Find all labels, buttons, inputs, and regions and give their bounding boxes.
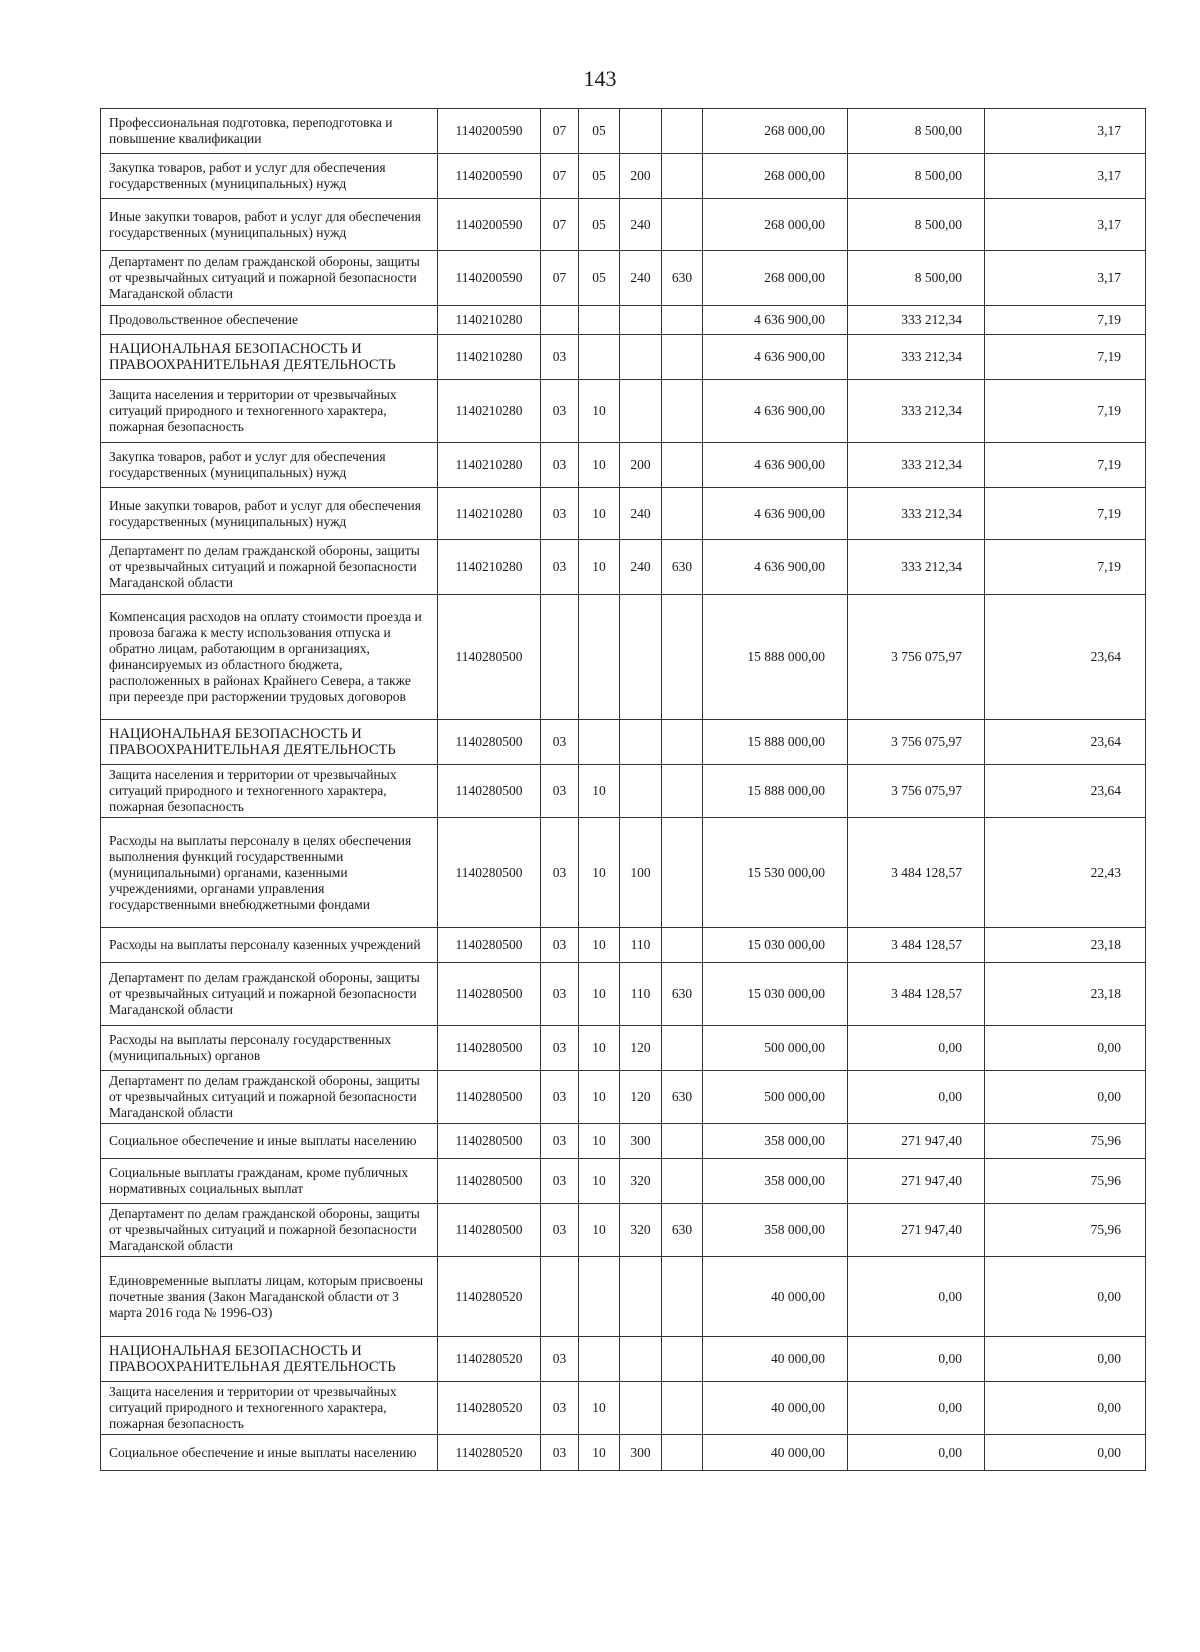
row-percent: 23,64	[985, 720, 1146, 765]
table-row	[101, 335, 1146, 380]
row-name: Защита населения и территории от чрезвычайных ситуаций природного и техногенного характера, пожарная безопасность	[101, 1382, 438, 1435]
row-percent: 22,43	[985, 818, 1146, 928]
row-name: НАЦИОНАЛЬНАЯ БЕЗОПАСНОСТЬ И ПРАВООХРАНИТЕЛЬНАЯ ДЕЯТЕЛЬНОСТЬ	[101, 335, 438, 380]
row-administrator	[662, 443, 703, 488]
row-name: Социальное обеспечение и иные выплаты населению	[101, 1124, 438, 1159]
row-actual-amount: 8 500,00	[848, 199, 985, 251]
row-plan-amount: 500 000,00	[703, 1026, 848, 1071]
row-actual-amount: 3 484 128,57	[848, 963, 985, 1026]
row-administrator	[662, 765, 703, 818]
row-name: Департамент по делам гражданской обороны, защиты от чрезвычайных ситуаций и пожарной безопасности Магаданской области	[101, 1071, 438, 1124]
row-section: 03	[541, 1204, 579, 1257]
table-row	[101, 251, 1146, 306]
row-section: 03	[541, 818, 579, 928]
row-name: Закупка товаров, работ и услуг для обеспечения государственных (муниципальных) нужд	[101, 443, 438, 488]
row-administrator	[662, 928, 703, 963]
row-plan-amount: 358 000,00	[703, 1159, 848, 1204]
row-subsection	[579, 1337, 620, 1382]
row-plan-amount: 15 030 000,00	[703, 928, 848, 963]
row-section	[541, 1257, 579, 1337]
row-code: 1140280500	[438, 818, 541, 928]
table-row	[101, 595, 1146, 720]
row-expense-type: 240	[620, 199, 662, 251]
row-code: 1140200590	[438, 109, 541, 154]
row-expense-type	[620, 109, 662, 154]
table-row	[101, 1257, 1146, 1337]
row-expense-type	[620, 1382, 662, 1435]
row-plan-amount: 15 888 000,00	[703, 595, 848, 720]
row-subsection: 10	[579, 963, 620, 1026]
row-plan-amount: 4 636 900,00	[703, 443, 848, 488]
row-percent: 7,19	[985, 540, 1146, 595]
row-plan-amount: 40 000,00	[703, 1382, 848, 1435]
table-body	[101, 109, 1146, 1471]
row-code: 1140200590	[438, 154, 541, 199]
row-expense-type: 240	[620, 488, 662, 540]
row-name: Защита населения и территории от чрезвычайных ситуаций природного и техногенного характера, пожарная безопасность	[101, 380, 438, 443]
row-plan-amount: 40 000,00	[703, 1257, 848, 1337]
table-row	[101, 1337, 1146, 1382]
row-administrator	[662, 1124, 703, 1159]
row-percent: 0,00	[985, 1337, 1146, 1382]
row-code: 1140280500	[438, 1124, 541, 1159]
row-code: 1140280520	[438, 1337, 541, 1382]
row-subsection: 10	[579, 1204, 620, 1257]
row-percent: 23,64	[985, 595, 1146, 720]
row-section: 03	[541, 1337, 579, 1382]
row-section: 03	[541, 1435, 579, 1471]
row-administrator	[662, 1382, 703, 1435]
row-plan-amount: 358 000,00	[703, 1124, 848, 1159]
row-actual-amount: 0,00	[848, 1257, 985, 1337]
row-name: Продовольственное обеспечение	[101, 306, 438, 335]
row-percent: 3,17	[985, 251, 1146, 306]
row-actual-amount: 3 756 075,97	[848, 720, 985, 765]
row-expense-type	[620, 1337, 662, 1382]
row-subsection: 10	[579, 765, 620, 818]
table-row	[101, 928, 1146, 963]
row-section: 03	[541, 1382, 579, 1435]
row-subsection: 10	[579, 1071, 620, 1124]
row-administrator	[662, 1159, 703, 1204]
row-name: НАЦИОНАЛЬНАЯ БЕЗОПАСНОСТЬ И ПРАВООХРАНИТЕЛЬНАЯ ДЕЯТЕЛЬНОСТЬ	[101, 1337, 438, 1382]
row-plan-amount: 500 000,00	[703, 1071, 848, 1124]
row-expense-type: 240	[620, 251, 662, 306]
row-section: 03	[541, 335, 579, 380]
row-plan-amount: 268 000,00	[703, 251, 848, 306]
row-code: 1140210280	[438, 540, 541, 595]
table-row	[101, 109, 1146, 154]
row-administrator	[662, 720, 703, 765]
row-actual-amount: 3 756 075,97	[848, 765, 985, 818]
row-actual-amount: 8 500,00	[848, 154, 985, 199]
row-expense-type: 100	[620, 818, 662, 928]
row-section	[541, 595, 579, 720]
row-code: 1140280500	[438, 765, 541, 818]
row-actual-amount: 3 484 128,57	[848, 818, 985, 928]
row-name: Департамент по делам гражданской обороны, защиты от чрезвычайных ситуаций и пожарной безопасности Магаданской области	[101, 540, 438, 595]
row-expense-type: 200	[620, 154, 662, 199]
row-code: 1140280520	[438, 1435, 541, 1471]
row-plan-amount: 268 000,00	[703, 154, 848, 199]
row-actual-amount: 3 756 075,97	[848, 595, 985, 720]
row-plan-amount: 268 000,00	[703, 109, 848, 154]
row-expense-type: 120	[620, 1026, 662, 1071]
row-percent: 7,19	[985, 443, 1146, 488]
row-section: 03	[541, 443, 579, 488]
row-administrator	[662, 109, 703, 154]
row-subsection: 10	[579, 818, 620, 928]
row-code: 1140280500	[438, 1204, 541, 1257]
row-section: 07	[541, 199, 579, 251]
row-subsection: 10	[579, 1382, 620, 1435]
table-row	[101, 1026, 1146, 1071]
table-row	[101, 443, 1146, 488]
row-expense-type: 200	[620, 443, 662, 488]
row-administrator	[662, 595, 703, 720]
row-percent: 23,18	[985, 928, 1146, 963]
row-percent: 3,17	[985, 154, 1146, 199]
row-section: 03	[541, 380, 579, 443]
row-code: 1140280500	[438, 963, 541, 1026]
row-subsection: 10	[579, 1159, 620, 1204]
row-administrator	[662, 1026, 703, 1071]
row-section: 03	[541, 488, 579, 540]
table-row	[101, 488, 1146, 540]
row-actual-amount: 0,00	[848, 1337, 985, 1382]
row-plan-amount: 4 636 900,00	[703, 306, 848, 335]
row-actual-amount: 271 947,40	[848, 1159, 985, 1204]
row-subsection: 05	[579, 199, 620, 251]
row-subsection: 10	[579, 380, 620, 443]
row-plan-amount: 15 888 000,00	[703, 765, 848, 818]
row-expense-type: 120	[620, 1071, 662, 1124]
row-subsection	[579, 1257, 620, 1337]
row-percent: 0,00	[985, 1382, 1146, 1435]
row-name: НАЦИОНАЛЬНАЯ БЕЗОПАСНОСТЬ И ПРАВООХРАНИТЕЛЬНАЯ ДЕЯТЕЛЬНОСТЬ	[101, 720, 438, 765]
row-plan-amount: 15 530 000,00	[703, 818, 848, 928]
row-code: 1140200590	[438, 199, 541, 251]
table-row	[101, 154, 1146, 199]
row-subsection: 10	[579, 1124, 620, 1159]
table-row	[101, 306, 1146, 335]
row-percent: 0,00	[985, 1257, 1146, 1337]
row-administrator	[662, 199, 703, 251]
row-section: 03	[541, 963, 579, 1026]
row-plan-amount: 268 000,00	[703, 199, 848, 251]
row-actual-amount: 333 212,34	[848, 540, 985, 595]
row-percent: 0,00	[985, 1026, 1146, 1071]
row-actual-amount: 8 500,00	[848, 251, 985, 306]
row-code: 1140280520	[438, 1382, 541, 1435]
row-section: 03	[541, 720, 579, 765]
table-row	[101, 1382, 1146, 1435]
row-name: Департамент по делам гражданской обороны, защиты от чрезвычайных ситуаций и пожарной безопасности Магаданской области	[101, 963, 438, 1026]
row-name: Защита населения и территории от чрезвычайных ситуаций природного и техногенного характера, пожарная безопасность	[101, 765, 438, 818]
row-code: 1140280500	[438, 1159, 541, 1204]
row-plan-amount: 4 636 900,00	[703, 488, 848, 540]
row-subsection: 10	[579, 488, 620, 540]
row-percent: 0,00	[985, 1435, 1146, 1471]
row-subsection: 05	[579, 154, 620, 199]
row-actual-amount: 333 212,34	[848, 488, 985, 540]
row-code: 1140280500	[438, 595, 541, 720]
row-expense-type: 320	[620, 1159, 662, 1204]
row-plan-amount: 4 636 900,00	[703, 335, 848, 380]
row-section: 03	[541, 928, 579, 963]
table-row	[101, 1124, 1146, 1159]
row-expense-type	[620, 335, 662, 380]
row-plan-amount: 358 000,00	[703, 1204, 848, 1257]
row-percent: 75,96	[985, 1204, 1146, 1257]
table-row	[101, 1159, 1146, 1204]
row-code: 1140280500	[438, 1071, 541, 1124]
row-expense-type: 320	[620, 1204, 662, 1257]
row-name: Единовременные выплаты лицам, которым присвоены почетные звания (Закон Магаданской области от 3 марта 2016 года № 1996-ОЗ)	[101, 1257, 438, 1337]
row-name: Департамент по делам гражданской обороны, защиты от чрезвычайных ситуаций и пожарной безопасности Магаданской области	[101, 251, 438, 306]
table-row	[101, 963, 1146, 1026]
row-code: 1140210280	[438, 306, 541, 335]
row-expense-type: 240	[620, 540, 662, 595]
row-name: Иные закупки товаров, работ и услуг для обеспечения государственных (муниципальных) нужд	[101, 488, 438, 540]
row-administrator: 630	[662, 1204, 703, 1257]
row-subsection: 10	[579, 1026, 620, 1071]
row-code: 1140210280	[438, 380, 541, 443]
row-code: 1140280500	[438, 720, 541, 765]
row-actual-amount: 0,00	[848, 1026, 985, 1071]
row-percent: 75,96	[985, 1124, 1146, 1159]
row-percent: 7,19	[985, 306, 1146, 335]
row-administrator: 630	[662, 1071, 703, 1124]
table-row	[101, 540, 1146, 595]
table-row	[101, 1435, 1146, 1471]
row-percent: 0,00	[985, 1071, 1146, 1124]
row-actual-amount: 333 212,34	[848, 380, 985, 443]
row-administrator	[662, 154, 703, 199]
row-section: 07	[541, 109, 579, 154]
row-administrator: 630	[662, 963, 703, 1026]
row-expense-type: 110	[620, 928, 662, 963]
page-number: 143	[583, 66, 617, 91]
row-actual-amount: 333 212,34	[848, 443, 985, 488]
row-expense-type: 300	[620, 1435, 662, 1471]
row-percent: 3,17	[985, 109, 1146, 154]
row-plan-amount: 15 030 000,00	[703, 963, 848, 1026]
table-row	[101, 1204, 1146, 1257]
row-administrator	[662, 1337, 703, 1382]
row-name: Департамент по делам гражданской обороны, защиты от чрезвычайных ситуаций и пожарной безопасности Магаданской области	[101, 1204, 438, 1257]
row-subsection	[579, 335, 620, 380]
row-plan-amount: 15 888 000,00	[703, 720, 848, 765]
row-expense-type	[620, 595, 662, 720]
row-plan-amount: 4 636 900,00	[703, 380, 848, 443]
row-name: Социальное обеспечение и иные выплаты населению	[101, 1435, 438, 1471]
row-actual-amount: 0,00	[848, 1382, 985, 1435]
row-percent: 75,96	[985, 1159, 1146, 1204]
row-code: 1140210280	[438, 488, 541, 540]
table-row	[101, 765, 1146, 818]
table-row	[101, 199, 1146, 251]
row-administrator	[662, 380, 703, 443]
row-administrator	[662, 1435, 703, 1471]
row-actual-amount: 0,00	[848, 1071, 985, 1124]
row-section: 03	[541, 1071, 579, 1124]
row-section: 03	[541, 765, 579, 818]
row-code: 1140280500	[438, 1026, 541, 1071]
row-administrator: 630	[662, 251, 703, 306]
row-subsection: 05	[579, 109, 620, 154]
table-row	[101, 1071, 1146, 1124]
row-section: 03	[541, 1026, 579, 1071]
row-code: 1140280500	[438, 928, 541, 963]
row-name: Компенсация расходов на оплату стоимости проезда и провоза багажа к месту использования отпуска и обратно лицам, работающим в организациях, финансируемых из областного бюджета, расположенных в районах Крайнего Севера, а также при переезде при расторжении трудовых договоров	[101, 595, 438, 720]
row-expense-type	[620, 720, 662, 765]
row-subsection: 10	[579, 443, 620, 488]
row-administrator	[662, 1257, 703, 1337]
row-subsection	[579, 595, 620, 720]
row-percent: 3,17	[985, 199, 1146, 251]
table-row	[101, 818, 1146, 928]
row-expense-type	[620, 306, 662, 335]
row-code: 1140200590	[438, 251, 541, 306]
row-name: Иные закупки товаров, работ и услуг для обеспечения государственных (муниципальных) нужд	[101, 199, 438, 251]
row-percent: 7,19	[985, 380, 1146, 443]
budget-table	[100, 108, 1146, 1471]
row-administrator: 630	[662, 540, 703, 595]
row-percent: 7,19	[985, 488, 1146, 540]
row-name: Расходы на выплаты персоналу государственных (муниципальных) органов	[101, 1026, 438, 1071]
row-expense-type	[620, 1257, 662, 1337]
row-administrator	[662, 306, 703, 335]
row-percent: 23,64	[985, 765, 1146, 818]
row-administrator	[662, 818, 703, 928]
row-section: 07	[541, 154, 579, 199]
row-plan-amount: 40 000,00	[703, 1435, 848, 1471]
row-name: Расходы на выплаты персоналу в целях обеспечения выполнения функций государственными (муниципальными) органами, казенными учреждениями, органами управления государственными внебюджетными фондами	[101, 818, 438, 928]
row-section: 03	[541, 1124, 579, 1159]
row-subsection: 10	[579, 1435, 620, 1471]
row-actual-amount: 3 484 128,57	[848, 928, 985, 963]
row-actual-amount: 8 500,00	[848, 109, 985, 154]
row-name: Расходы на выплаты персоналу казенных учреждений	[101, 928, 438, 963]
row-code: 1140280520	[438, 1257, 541, 1337]
row-section	[541, 306, 579, 335]
row-subsection	[579, 306, 620, 335]
row-plan-amount: 40 000,00	[703, 1337, 848, 1382]
row-code: 1140210280	[438, 335, 541, 380]
table-row	[101, 380, 1146, 443]
row-percent: 23,18	[985, 963, 1146, 1026]
row-subsection: 10	[579, 540, 620, 595]
row-name: Закупка товаров, работ и услуг для обеспечения государственных (муниципальных) нужд	[101, 154, 438, 199]
table-row	[101, 720, 1146, 765]
row-subsection: 05	[579, 251, 620, 306]
row-subsection: 10	[579, 928, 620, 963]
row-name: Социальные выплаты гражданам, кроме публичных нормативных социальных выплат	[101, 1159, 438, 1204]
row-actual-amount: 333 212,34	[848, 335, 985, 380]
row-percent: 7,19	[985, 335, 1146, 380]
row-expense-type	[620, 380, 662, 443]
row-expense-type: 110	[620, 963, 662, 1026]
row-actual-amount: 271 947,40	[848, 1204, 985, 1257]
row-code: 1140210280	[438, 443, 541, 488]
row-name: Профессиональная подготовка, переподготовка и повышение квалификации	[101, 109, 438, 154]
row-actual-amount: 271 947,40	[848, 1124, 985, 1159]
row-administrator	[662, 488, 703, 540]
row-section: 03	[541, 540, 579, 595]
row-expense-type: 300	[620, 1124, 662, 1159]
row-section: 03	[541, 1159, 579, 1204]
row-actual-amount: 333 212,34	[848, 306, 985, 335]
row-subsection	[579, 720, 620, 765]
row-expense-type	[620, 765, 662, 818]
row-plan-amount: 4 636 900,00	[703, 540, 848, 595]
row-section: 07	[541, 251, 579, 306]
row-administrator	[662, 335, 703, 380]
row-actual-amount: 0,00	[848, 1435, 985, 1471]
